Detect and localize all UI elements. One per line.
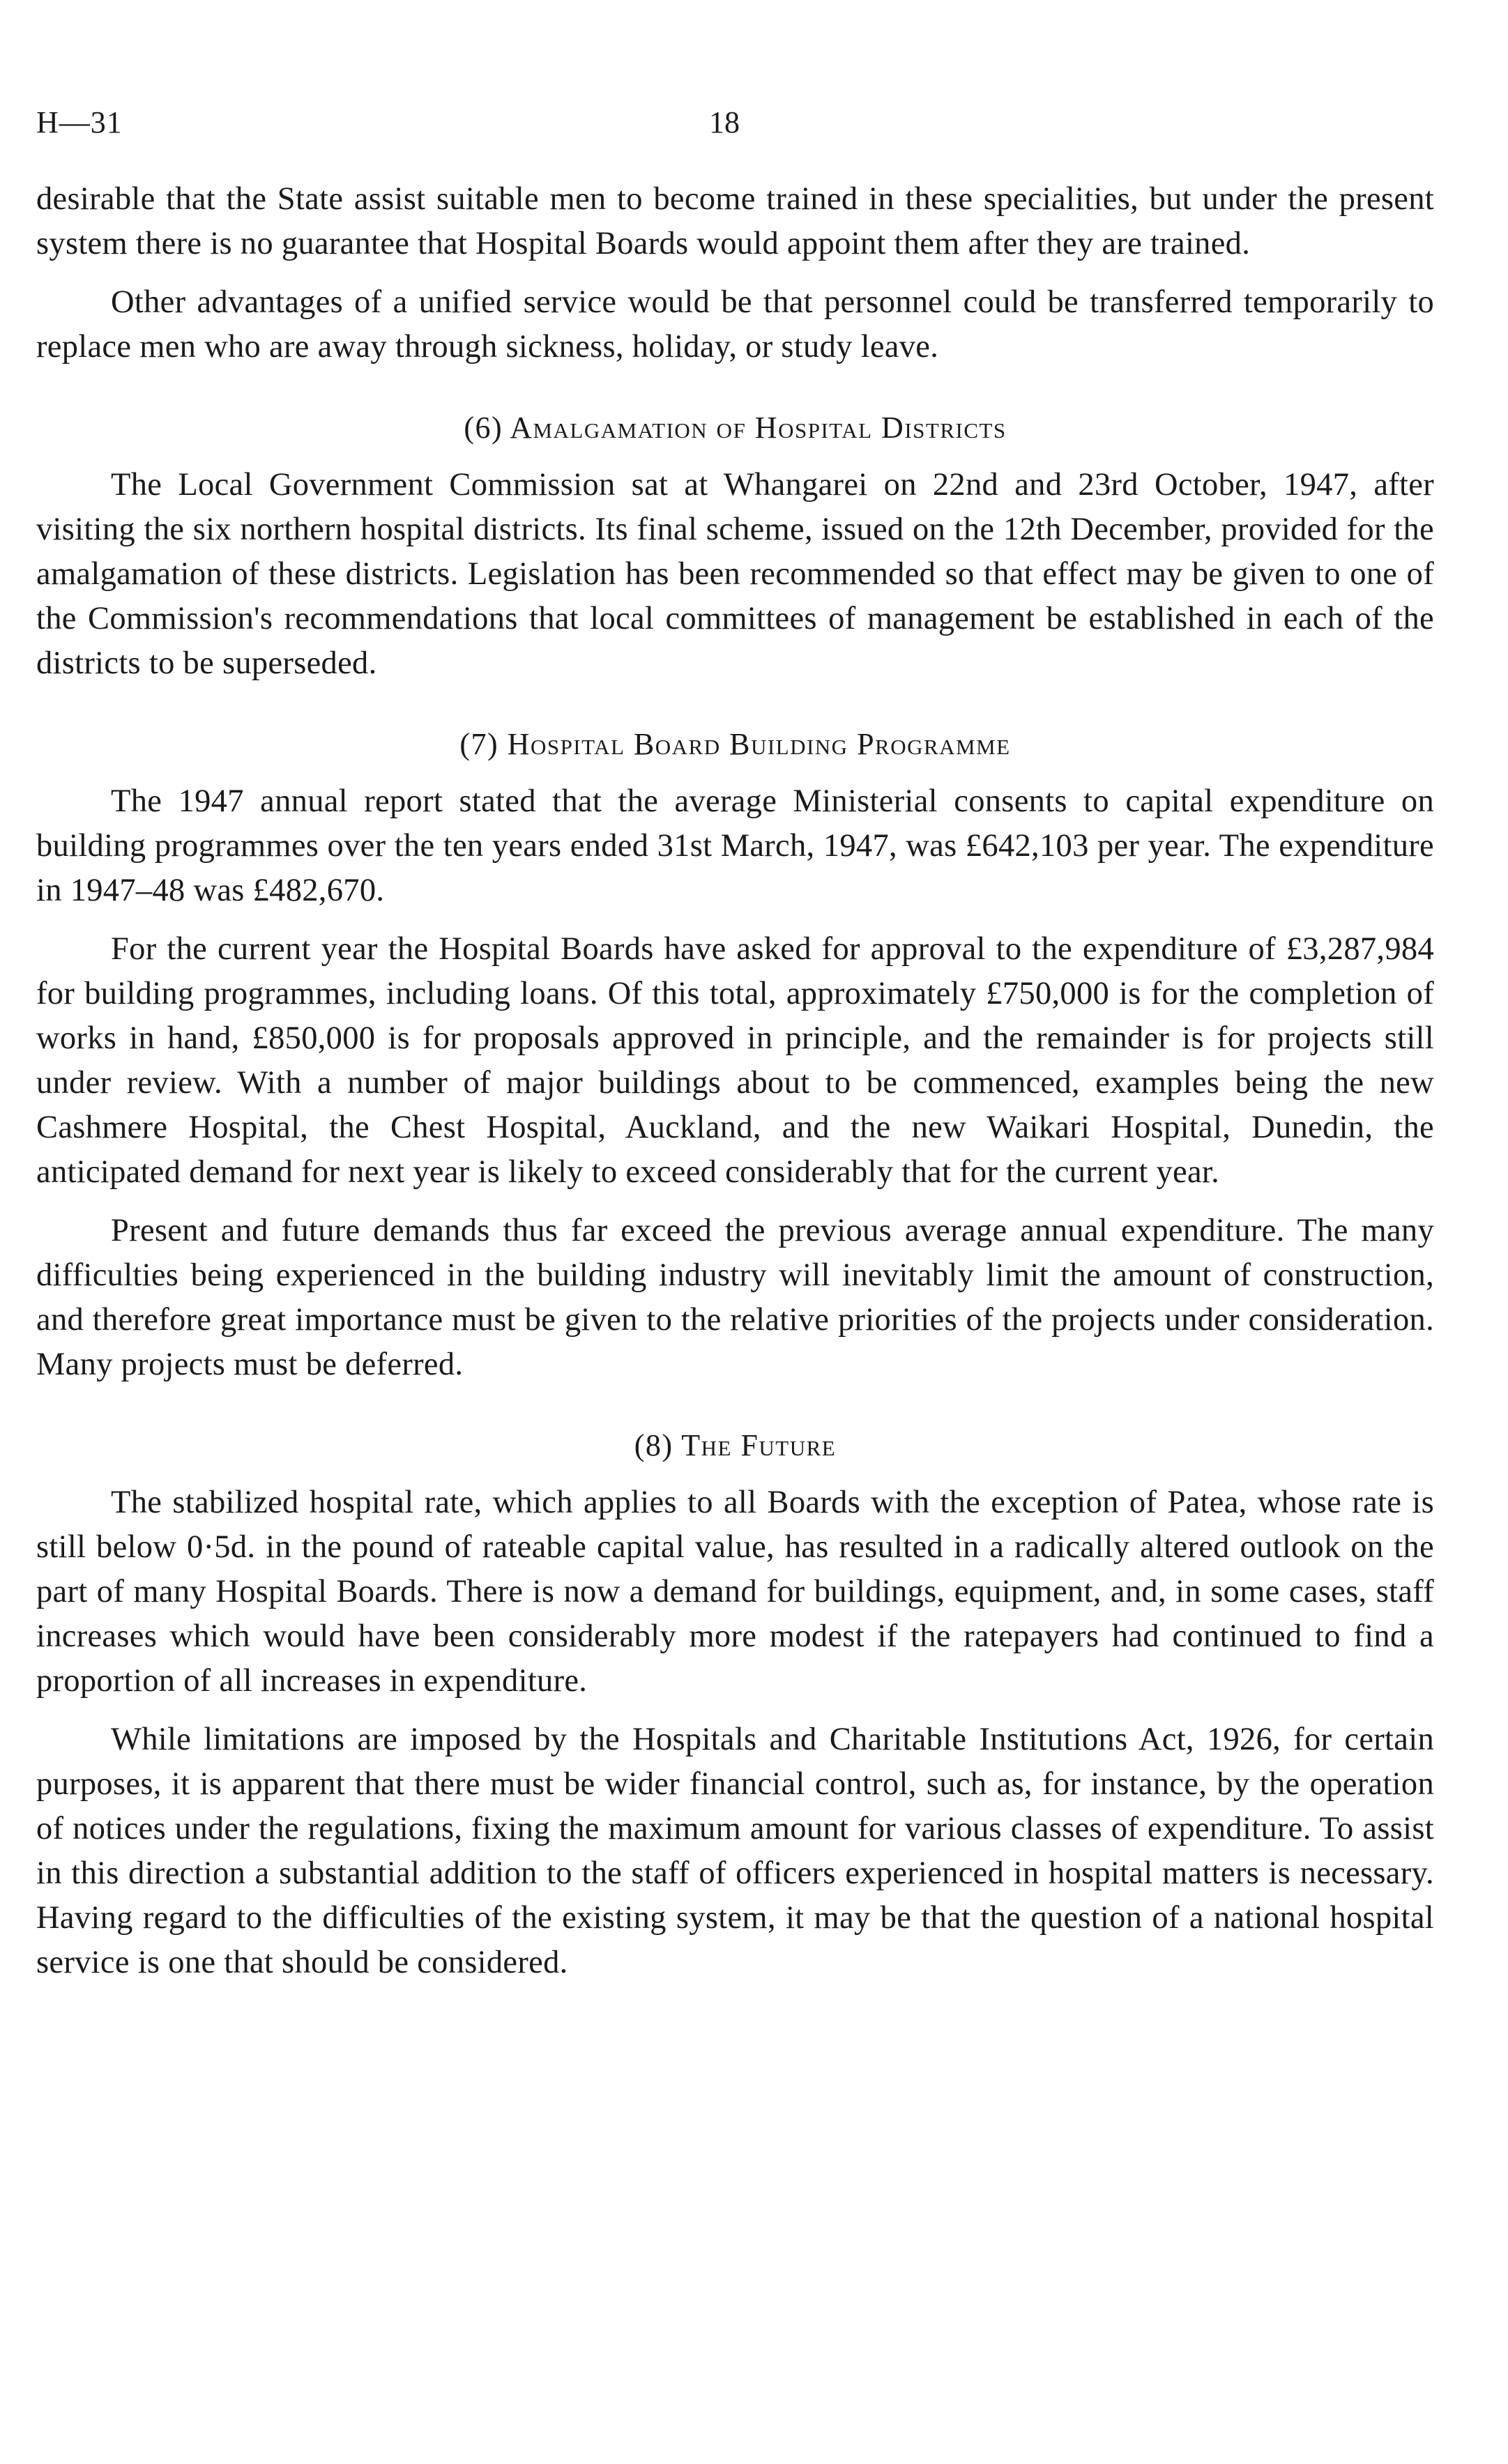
document-reference: H—31 <box>36 105 123 139</box>
paragraph: For the current year the Hospital Boards have asked for approval to the expenditure of £3,287,984 for building programmes, including loans. Of this total, approximately £750,000 is for the completion of works in hand, £850,000 is for proposals approved in principle, and the remainder is for projects still under review. With a number of major buildings about to be commenced, examples being the new Cashmere Hospital, the Chest Hospital, Auckland, and the new Waikari Hospital, Dunedin, the anticipated demand for next year is likely to exceed considerably that for the current year. <box>36 931 1434 1190</box>
document-page <box>36 105 1434 1999</box>
section-heading: (8) The Future <box>634 1428 837 1462</box>
section-heading: (6) Amalgamation of Hospital Districts <box>464 411 1007 445</box>
paragraph: The Local Government Commission sat at Whangarei on 22nd and 23rd October, 1947, after visiting the six northern hospital districts. Its final scheme, issued on the 12th December, provided for the amalgamation of these districts. Legislation has been recommended so that effect may be given to one of the Commission's recommendations that local committees of management be established in each of the districts to be superseded. <box>36 467 1434 681</box>
page-header <box>36 105 1434 160</box>
paragraph: Present and future demands thus far exceed the previous average annual expenditure. The many difficulties being experienced in the building industry will inevitably limit the amount of construction, and therefore great importance must be given to the relative priorities of the projects under consideration. Many projects must be deferred. <box>36 1213 1434 1382</box>
paragraph: While limitations are imposed by the Hospitals and Charitable Institutions Act, 1926, for certain purposes, it is apparent that there must be wider financial control, such as, for instance, by the operation of notices under the regulations, fixing the maximum amount for various classes of expenditure. To assist in this direction a substantial addition to the staff of officers experienced in hospital matters is necessary. Having regard to the difficulties of the existing system, it may be that the question of a national hospital service is one that should be considered. <box>36 1722 1434 1980</box>
intro-block <box>36 177 1434 369</box>
paragraph: The 1947 annual report stated that the average Ministerial consents to capital expenditure on building programmes over the ten years ended 31st March, 1947, was £642,103 per year. The expenditure in 1947–48 was £482,670. <box>36 783 1434 908</box>
section-future <box>36 1423 1434 1985</box>
paragraph: desirable that the State assist suitable men to become trained in these specialities, but under the present system there is no guarantee that Hospital Boards would appoint them after they are trained. <box>36 181 1434 261</box>
section-building-programme <box>36 722 1434 1387</box>
section-amalgamation <box>36 406 1434 686</box>
page-number: 18 <box>709 105 740 139</box>
section-heading: (7) Hospital Board Building Programme <box>459 727 1011 761</box>
paragraph: The stabilized hospital rate, which applies to all Boards with the exception of Patea, whose rate is still below 0·5d. in the pound of rateable capital value, has resulted in a radically altered outlook on the part of many Hospital Boards. There is now a demand for buildings, equipment, and, in some cases, staff increases which would have been considerably more modest if the ratepayers had continued to find a proportion of all increases in expenditure. <box>36 1485 1434 1699</box>
document-body <box>36 177 1434 1985</box>
paragraph: Other advantages of a unified service would be that personnel could be transferred temporarily to replace men who are away through sickness, holiday, or study leave. <box>36 284 1434 365</box>
